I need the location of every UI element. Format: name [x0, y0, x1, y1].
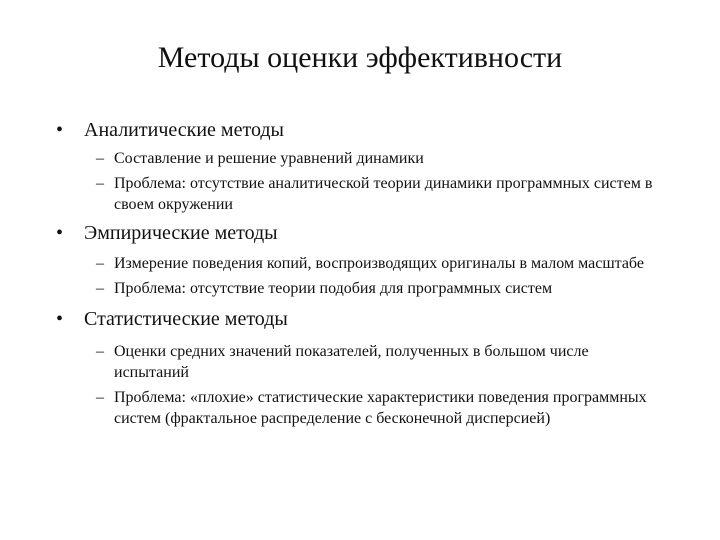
dash-icon: –: [96, 280, 104, 297]
list-item: [0, 253, 660, 274]
list-item-text: Проблема: «плохие» статистические характеристики поведения программных систем (фрактальное распределение с бесконечной дисперсией): [114, 389, 647, 427]
sub-list: [0, 341, 720, 429]
bullet-row: [0, 305, 720, 333]
section-analytical: [0, 116, 720, 215]
bullet-icon: •: [56, 308, 64, 330]
sub-list: [0, 148, 720, 215]
list-item-text: Измерение поведения копий, воспроизводящих оригиналы в малом масштабе: [114, 255, 644, 272]
dash-icon: –: [96, 175, 104, 192]
section-empirical: [0, 219, 720, 299]
section-heading: Аналитические методы: [84, 119, 284, 141]
section-heading: Статистические методы: [84, 308, 288, 330]
dash-icon: –: [96, 389, 104, 406]
dash-icon: –: [96, 150, 104, 167]
list-item: [0, 173, 660, 215]
list-item-text: Составление и решение уравнений динамики: [114, 150, 424, 167]
bullet-icon: •: [56, 119, 64, 141]
sub-list: [0, 253, 720, 299]
list-item: [0, 278, 660, 299]
slide-title: Методы оценки эффективности: [157, 41, 563, 74]
slide-content: [0, 116, 720, 429]
list-item-text: Проблема: отсутствие теории подобия для программных систем: [114, 280, 553, 297]
dash-icon: –: [96, 343, 104, 360]
list-item-text: Проблема: отсутствие аналитической теории динамики программных систем в своем окружении: [114, 175, 653, 213]
bullet-icon: •: [56, 222, 64, 244]
list-item: [0, 341, 660, 383]
section-heading: Эмпирические методы: [84, 222, 278, 244]
list-item: [0, 148, 660, 169]
bullet-row: [0, 219, 720, 247]
list-item-text: Оценки средних значений показателей, полученных в большом числе испытаний: [114, 343, 589, 381]
bullet-row: [0, 116, 720, 144]
section-statistical: [0, 305, 720, 429]
list-item: [0, 387, 660, 429]
dash-icon: –: [96, 255, 104, 272]
